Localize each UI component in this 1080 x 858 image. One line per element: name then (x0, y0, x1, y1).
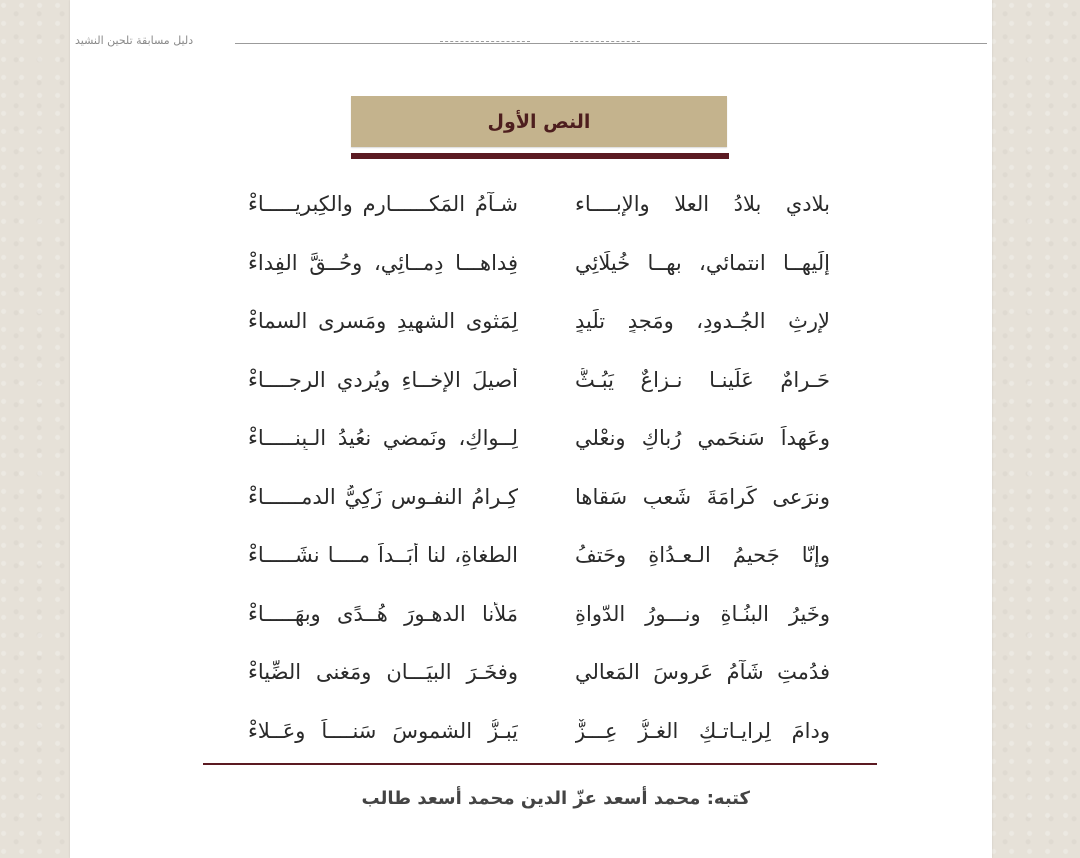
verse-first-hemistich: وخَيرُ البنُـاةِ ونـــورُ الدّواةِ (575, 601, 830, 626)
verse (230, 707, 830, 766)
verse-first-hemistich: بلادي بلادُ العلا والإبــــاء (575, 192, 830, 216)
title-underline-bar (351, 153, 729, 159)
verse-first-hemistich: وعَهداً سَنحَمي رُباكِ ونعْلي (575, 426, 830, 450)
verse-second-hemistich: يَبـزُّ الشموسَ سَنــــاً وعَــلاءْ (248, 718, 518, 743)
verse-second-hemistich: لِمَثوى الشهيدِ ومَسرى السماءْ (248, 309, 518, 333)
author-credit: كتبه: محمد أسعد عزّ الدين محمد أسعد طالب (361, 788, 750, 809)
section-title: النص الأول (487, 110, 591, 133)
verse-first-hemistich: فدُمتِ شَآمُ عَروسَ المَعالي (575, 660, 830, 684)
verse-second-hemistich: شـآمُ المَكــــــارِمِ والكِبريـــــاءْ (248, 192, 518, 216)
header-rule (235, 43, 987, 44)
header-dash-1 (440, 41, 530, 42)
verse (230, 414, 830, 473)
poem-body (230, 180, 830, 765)
verse-second-hemistich: كِـرامُ النفـوسِ زَكِيُّ الدمــــــاءْ (248, 484, 518, 509)
section-title-box (351, 96, 727, 147)
verse-second-hemistich: مَلأنا الدهـورَ هُــدًى وبهَـــــاءْ (248, 601, 518, 626)
verse (230, 356, 830, 415)
document-page (70, 0, 992, 858)
running-header-title: دليل مسابقة تلحين النشيد (72, 34, 196, 47)
verse-second-hemistich: فِداهـــا دِمــائِي، وحُــقَّ الفِداءْ (248, 250, 518, 275)
verse (230, 473, 830, 532)
verse-first-hemistich: حَـرامٌ عَلَينـا نـزاعٌ يَبُـثُّ (575, 367, 830, 392)
bottom-rule (203, 763, 877, 765)
verse-first-hemistich: وإنّا جَحيمُ الـعـدُاةِ وحَتفُ (575, 543, 830, 567)
verse (230, 180, 830, 239)
verse-second-hemistich: الطغاةِ، لنا أبَــداً مــــا نشَـــــاءْ (248, 543, 518, 567)
verse (230, 531, 830, 590)
verse (230, 648, 830, 707)
verse (230, 239, 830, 298)
verse-first-hemistich: إلَيهــا انتمائي، بهِــا خُيلَائِي (575, 250, 830, 275)
verse-second-hemistich: لِــواكِ، ونَمضي نعُيدُ الـبِنـــــاءْ (248, 426, 518, 450)
header-dash-2 (570, 41, 640, 42)
verse-second-hemistich: وفخَـرَ البيَـــانِ ومَغنى الضِّياءْ (248, 660, 518, 684)
verse-first-hemistich: ونرَعى كَرامَةَ شَعبٍ سَقاها (575, 484, 830, 509)
verse-second-hemistich: أصيلَ الإخــاءِ ويُردي الرجــــاءْ (248, 367, 518, 392)
verse (230, 297, 830, 356)
verse (230, 590, 830, 649)
verse-first-hemistich: ودامَ لِرايـاتـكِ الغـزُّ عِـــزٌّ (575, 718, 830, 743)
verse-first-hemistich: لإرثِ الجُـدودِ، ومَجدٍ تلَيدٍ (575, 309, 830, 333)
